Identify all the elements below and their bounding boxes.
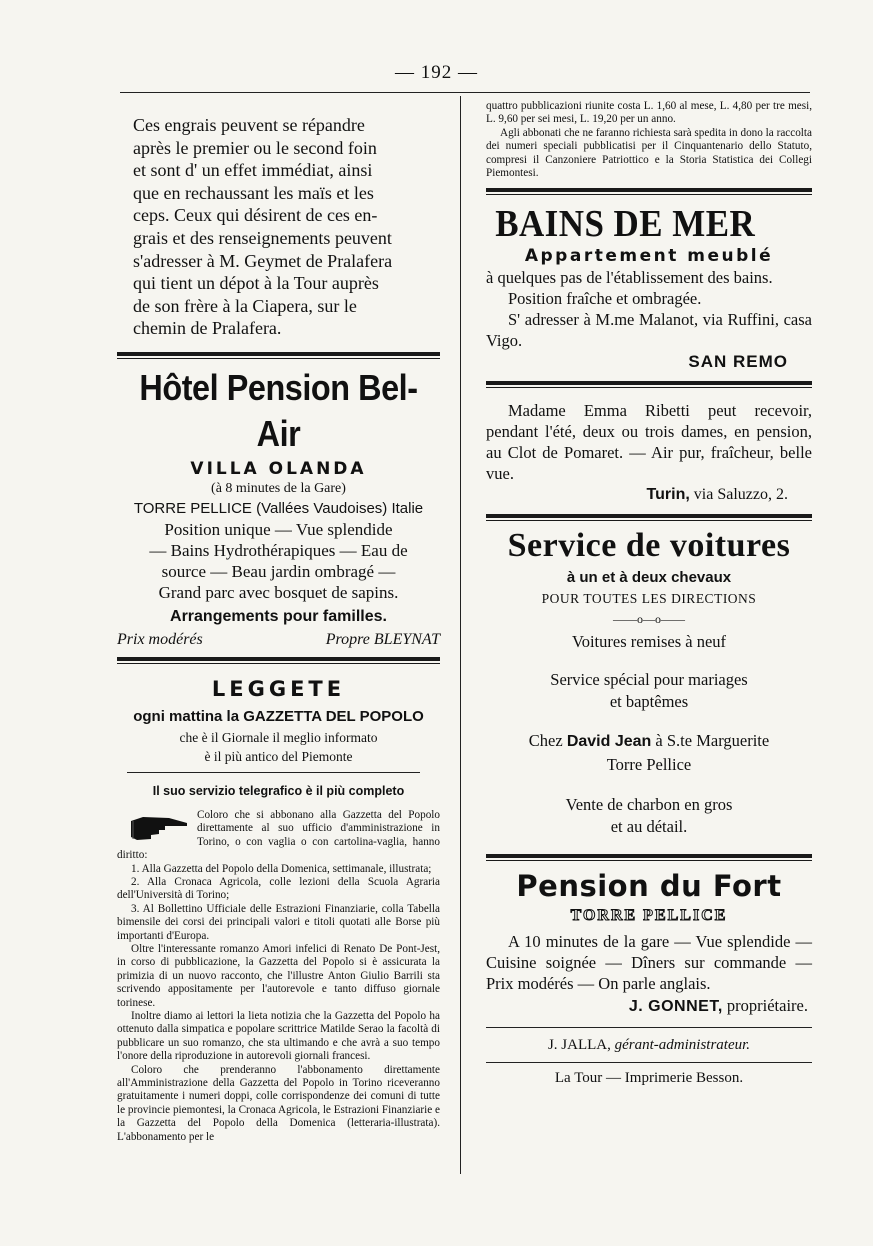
ribetti-city: Turin,	[646, 486, 690, 504]
thin-rule	[486, 1027, 812, 1028]
leggete-line: è il più antico del Piemonte	[204, 748, 353, 764]
bains-subtitle: Appartement meublé	[524, 246, 774, 267]
voitures-special: Service spécial pour mariages	[550, 670, 748, 690]
ornament: ——o—o——	[613, 612, 685, 627]
intro-line: de son frère à la Ciapera, sur le	[133, 295, 357, 316]
page-number: — 192 —	[395, 62, 478, 83]
bains-title: BAINS DE MER	[495, 203, 756, 246]
ribetti-text: Madame Emma Ribetti peut recevoir, pendant l'été, deux ou trois dames, en pension, au Clot de Pomaret. — Air pur, fraîcheur, belle vue.	[486, 401, 812, 484]
footer-printer: La Tour — Imprimerie Besson.	[554, 1070, 744, 1087]
leggete-paragraph: Oltre l'interessante romanzo Amori infelici di Renato De Pont-Jest, in corso di pubblicazione, la Gazzetta del Popolo si è assicurata la primizia di un nuovo racconto, che l'illustre Anton Giulio Barrili sta scrivendo appositamente per l'autorevole e tanto diffuso giornale torinese.	[117, 943, 440, 1009]
leggete-title: LEGGETE	[211, 676, 346, 701]
bains-ad	[486, 203, 812, 373]
fort-owner: J. GONNET,	[628, 998, 723, 1016]
intro-paragraph	[117, 114, 440, 340]
fort-text: A 10 minutes de la gare — Vue splendide — Cuisine soignée — Dîners sur commande — Prix modérés — On parle anglais.	[486, 932, 812, 994]
voitures-subtitle: à un et à deux chevaux	[566, 569, 732, 587]
hotel-distance: (à 8 minutes de la Gare)	[211, 480, 346, 496]
subscription-paragraph: Agli abbonati che ne faranno richiesta sarà spedita in dono la raccolta dei numeri speciali pubblicatisi per il Cinquantenario dello Statuto, compresi il Canzoniere Patriottico e la Storia Statistica dei Collegi Piemontesi.	[486, 126, 812, 180]
section-rule	[117, 657, 440, 664]
voitures-remises: Voitures remises à neuf	[571, 632, 727, 652]
voitures-chez: Chez	[528, 731, 563, 751]
intro-line: après le premier ou le second foin	[133, 137, 377, 158]
left-column	[117, 100, 440, 1144]
voitures-charbon: et au détail.	[610, 817, 688, 837]
intro-line: et sont d' un effet immédiat, ainsi	[133, 160, 373, 181]
bains-text: Position fraîche et ombragée.	[508, 289, 702, 309]
hotel-footer	[117, 629, 440, 651]
section-rule	[486, 854, 812, 861]
right-column	[486, 100, 812, 1089]
ribetti-ad	[486, 400, 812, 506]
voitures-town: Torre Pellice	[606, 755, 692, 775]
leggete-paragraph: 2. Alla Cronaca Agricola, colle lezioni della Scuola Agraria dell'Università di Torino;	[117, 875, 440, 902]
hotel-ad	[117, 365, 440, 651]
leggete-paragraph: Inoltre diamo ai lettori la lieta notizia che la Gazzetta del Popolo ha ottenuto dalla simpatica e popolare scrittrice Matilde Serao la facoltà di pubblicare un suo romanzo, che sta ultimando e che avrà a suo tempo l'onore della riproduzione in autorevoli giornali francesi.	[117, 1010, 440, 1063]
intro-line: qui tient un dépot à la Tour auprès	[133, 273, 379, 294]
voitures-special: et baptêmes	[609, 692, 689, 712]
footer-editor: J. JALLA,	[547, 1037, 611, 1054]
thin-rule	[127, 772, 420, 773]
hotel-owner: Propre BLEYNAT	[325, 630, 440, 648]
villa-name: VILLA OLANDA	[190, 458, 367, 479]
hotel-prices: Prix modérés	[117, 630, 203, 648]
voitures-ad	[486, 525, 812, 838]
hotel-arrangements: Arrangements pour familles.	[170, 607, 387, 625]
hotel-location: TORRE PELLICE (Vallées Vaudoises) Italie	[133, 499, 424, 517]
intro-line: grais et des renseignements peuvent	[133, 227, 392, 248]
pointing-hand-icon	[129, 813, 189, 843]
section-rule	[117, 352, 440, 359]
section-rule	[486, 188, 812, 195]
section-rule	[486, 514, 812, 521]
leggete-body	[117, 809, 440, 1144]
leggete-paragraph: 1. Alla Gazzetta del Popolo della Domenica, settimanale, illustrata;	[131, 862, 432, 875]
hotel-description	[117, 519, 440, 603]
bains-city: SAN REMO	[688, 352, 788, 372]
leggete-paragraph: 3. Al Bollettino Ufficiale delle Estrazioni Finanziarie, colla Tabella bimensile dei corsi dei principali valori e titoli quotati alle Borse più importanti d'Europa.	[117, 902, 440, 942]
fort-owner-role: propriétaire.	[726, 996, 808, 1016]
leggete-paragraph: Coloro che si abbonano alla Gazzetta del Popolo direttamente al suo ufficio d'amministrazione in Torino, o con vaglia o con cartolina-vaglia, hanno diritto:	[117, 808, 440, 862]
ribetti-address	[486, 484, 812, 506]
voitures-charbon: Vente de charbon en gros	[565, 795, 733, 815]
leggete-line: che è il Giornale il meglio informato	[179, 729, 378, 745]
section-rule	[486, 381, 812, 388]
hotel-desc-line: source — Beau jardin ombragé —	[161, 561, 396, 581]
fort-title: Pension du Fort	[516, 869, 782, 904]
thin-rule	[486, 1062, 812, 1063]
hotel-title: Hôtel Pension Bel-Air	[139, 366, 418, 454]
fort-owner-line	[486, 994, 812, 1019]
top-rule	[120, 92, 810, 93]
leggete-service: Il suo servizio telegrafico è il più completo	[152, 783, 405, 798]
voitures-contact	[486, 729, 812, 754]
hotel-desc-line: Position unique — Vue splendide	[164, 519, 393, 539]
fort-ad	[486, 867, 812, 1019]
fort-town: TORRE PELLICE	[570, 907, 728, 925]
subscription-paragraph: quattro pubblicazioni riunite costa L. 1,60 al mese, L. 4,80 per tre mesi, L. 9,60 per sei mesi, L. 19,20 per un anno.	[486, 100, 812, 126]
intro-line: Ces engrais peuvent se répandre	[133, 115, 365, 135]
intro-line: chemin de Pralafera.	[133, 318, 282, 339]
leggete-ad	[117, 676, 440, 1144]
bains-text: S' adresser à M.me Malanot, via Ruffini, casa Vigo.	[486, 310, 812, 351]
intro-line: s'adresser à M. Geymet de Pralafera	[133, 250, 393, 271]
intro-line: ceps. Ceux qui désirent de ces en-	[133, 205, 378, 226]
voitures-directions: POUR TOUTES LES DIRECTIONS	[541, 591, 757, 607]
voitures-place: à S.te Marguerite	[655, 731, 770, 751]
bains-text: à quelques pas de l'établissement des bains.	[486, 268, 773, 288]
leggete-subtitle: ogni mattina la GAZZETTA DEL POPOLO	[133, 707, 424, 725]
leggete-paragraph: Coloro che prenderanno l'abbonamento direttamente all'Amministrazione della Gazzetta del Popolo in Torino riceveranno gratuitamente i numeri doppi, colle corrispondenze dei comuni di tutte le provincie piemontesi, la Cronaca Agricola, le Estrazioni Finanziarie e la Gazzetta del Popolo della Domenica (letteraria-illustrata). L'abbonamento per le	[117, 1063, 440, 1143]
voitures-name: David Jean	[566, 733, 652, 751]
subscription-continued	[486, 100, 812, 180]
voitures-title: Service de voitures	[507, 527, 791, 565]
hotel-desc-line: — Bains Hydrothérapiques — Eau de	[149, 540, 408, 560]
intro-line: que en rechaussant les maïs et les	[133, 182, 374, 203]
footer-editor-line	[486, 1034, 812, 1056]
column-divider	[460, 96, 461, 1174]
hotel-desc-line: Grand parc avec bosquet de sapins.	[158, 582, 399, 602]
footer-editor-role: gérant-administrateur.	[614, 1037, 751, 1054]
ribetti-street: via Saluzzo, 2.	[693, 486, 788, 504]
